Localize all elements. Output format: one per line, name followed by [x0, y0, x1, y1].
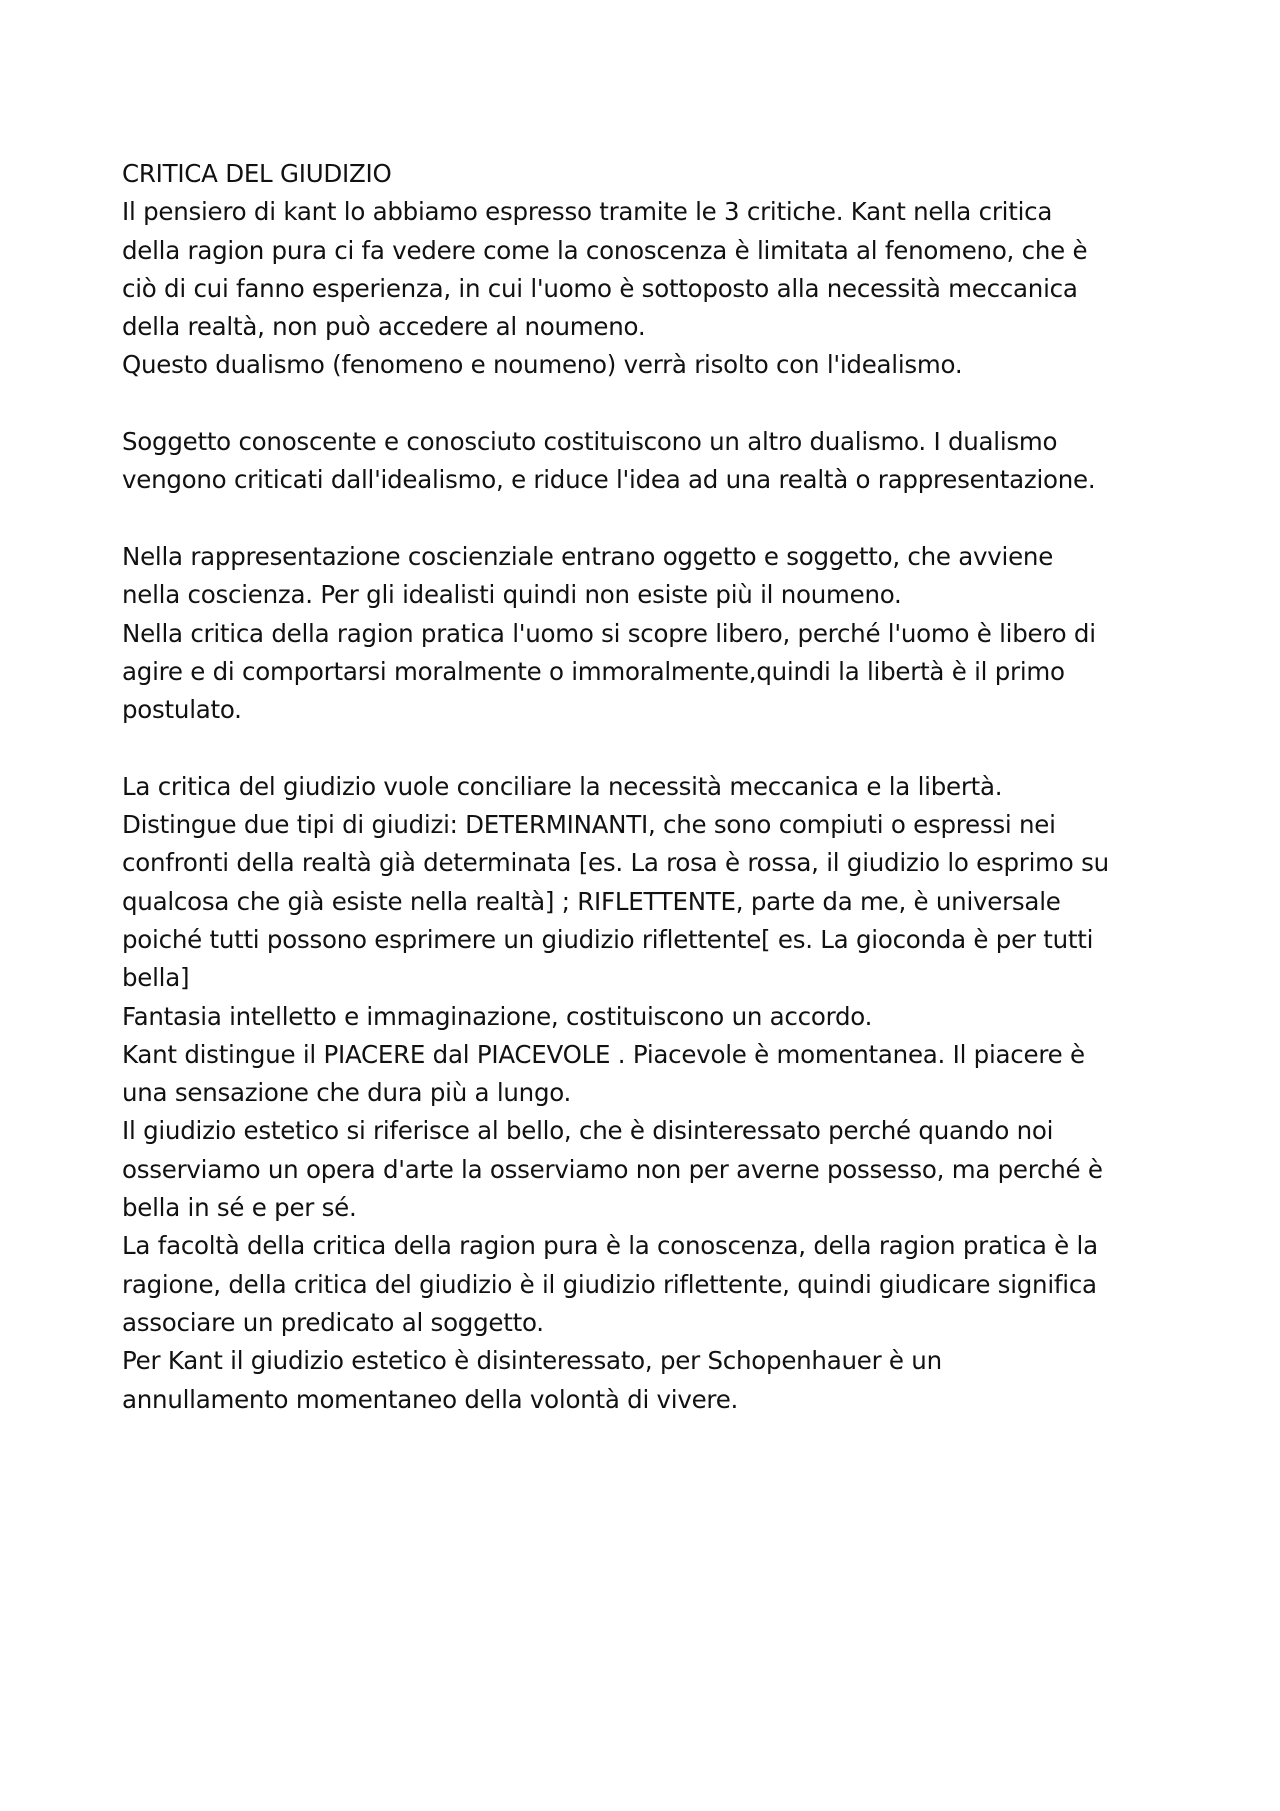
text-line: qualcosa che già esiste nella realtà] ; RIFLETTENTE, parte da me, è universale	[122, 886, 1061, 916]
text-line: Il giudizio estetico si riferisce al bello, che è disinteressato perché quando noi	[122, 1116, 1054, 1146]
text-line: Nella critica della ragion pratica l'uomo si scopre libero, perché l'uomo è libero di	[122, 618, 1096, 648]
text-line: della ragion pura ci fa vedere come la conoscenza è limitata al fenomeno, che è	[122, 235, 1088, 265]
blank-line	[122, 729, 1182, 767]
text-line: La facoltà della critica della ragion pura è la conoscenza, della ragion pratica è la	[122, 1231, 1098, 1261]
text-line: Questo dualismo (fenomeno e noumeno) verrà risolto con l'idealismo.	[122, 350, 963, 380]
text-line: bella in sé e per sé.	[122, 1193, 357, 1223]
text-line: ciò di cui fanno esperienza, in cui l'uomo è sottoposto alla necessità meccanica	[122, 273, 1078, 303]
text-line: vengono criticati dall'idealismo, e riduce l'idea ad una realtà o rappresentazione.	[122, 465, 1096, 495]
blank-line	[122, 385, 1182, 423]
text-line: Fantasia intelletto e immaginazione, costituiscono un accordo.	[122, 1001, 873, 1031]
text-line: La critica del giudizio vuole conciliare la necessità meccanica e la libertà.	[122, 771, 1003, 801]
text-line: associare un predicato al soggetto.	[122, 1307, 544, 1337]
text-line: Kant distingue il PIACERE dal PIACEVOLE . Piacevole è momentanea. Il piacere è	[122, 1039, 1085, 1069]
text-line: agire e di comportarsi moralmente o immoralmente,quindi la libertà è il primo	[122, 656, 1065, 686]
text-line: postulato.	[122, 695, 242, 725]
text-line: Per Kant il giudizio estetico è disinteressato, per Schopenhauer è un	[122, 1346, 942, 1376]
text-line: confronti della realtà già determinata [es. La rosa è rossa, il giudizio lo esprimo su	[122, 848, 1109, 878]
text-line: ragione, della critica del giudizio è il giudizio riflettente, quindi giudicare significa	[122, 1269, 1097, 1299]
text-line: annullamento momentaneo della volontà di vivere.	[122, 1384, 739, 1414]
blank-line	[122, 500, 1182, 538]
text-line: osserviamo un opera d'arte la osserviamo non per averne possesso, ma perché è	[122, 1154, 1103, 1184]
paragraph-2	[122, 423, 1182, 500]
paragraph-4	[122, 768, 1182, 1419]
text-line: una sensazione che dura più a lungo.	[122, 1078, 572, 1108]
document-title: CRITICA DEL GIUDIZIO	[122, 159, 392, 188]
document-body	[122, 155, 1182, 1419]
text-line: Soggetto conoscente e conosciuto costituiscono un altro dualismo. I dualismo	[122, 427, 1058, 457]
paragraph-3	[122, 538, 1182, 729]
text-line: della realtà, non può accedere al noumeno.	[122, 312, 646, 342]
text-line: bella]	[122, 963, 190, 993]
text-line: Distingue due tipi di giudizi: DETERMINANTI, che sono compiuti o espressi nei	[122, 810, 1056, 840]
text-line: Il pensiero di kant lo abbiamo espresso tramite le 3 critiche. Kant nella critica	[122, 197, 1053, 227]
text-line: poiché tutti possono esprimere un giudizio riflettente[ es. La gioconda è per tutti	[122, 924, 1094, 954]
paragraph-1	[122, 193, 1182, 384]
text-line: nella coscienza. Per gli idealisti quindi non esiste più il noumeno.	[122, 580, 902, 610]
text-line: Nella rappresentazione coscienziale entrano oggetto e soggetto, che avviene	[122, 541, 1054, 571]
